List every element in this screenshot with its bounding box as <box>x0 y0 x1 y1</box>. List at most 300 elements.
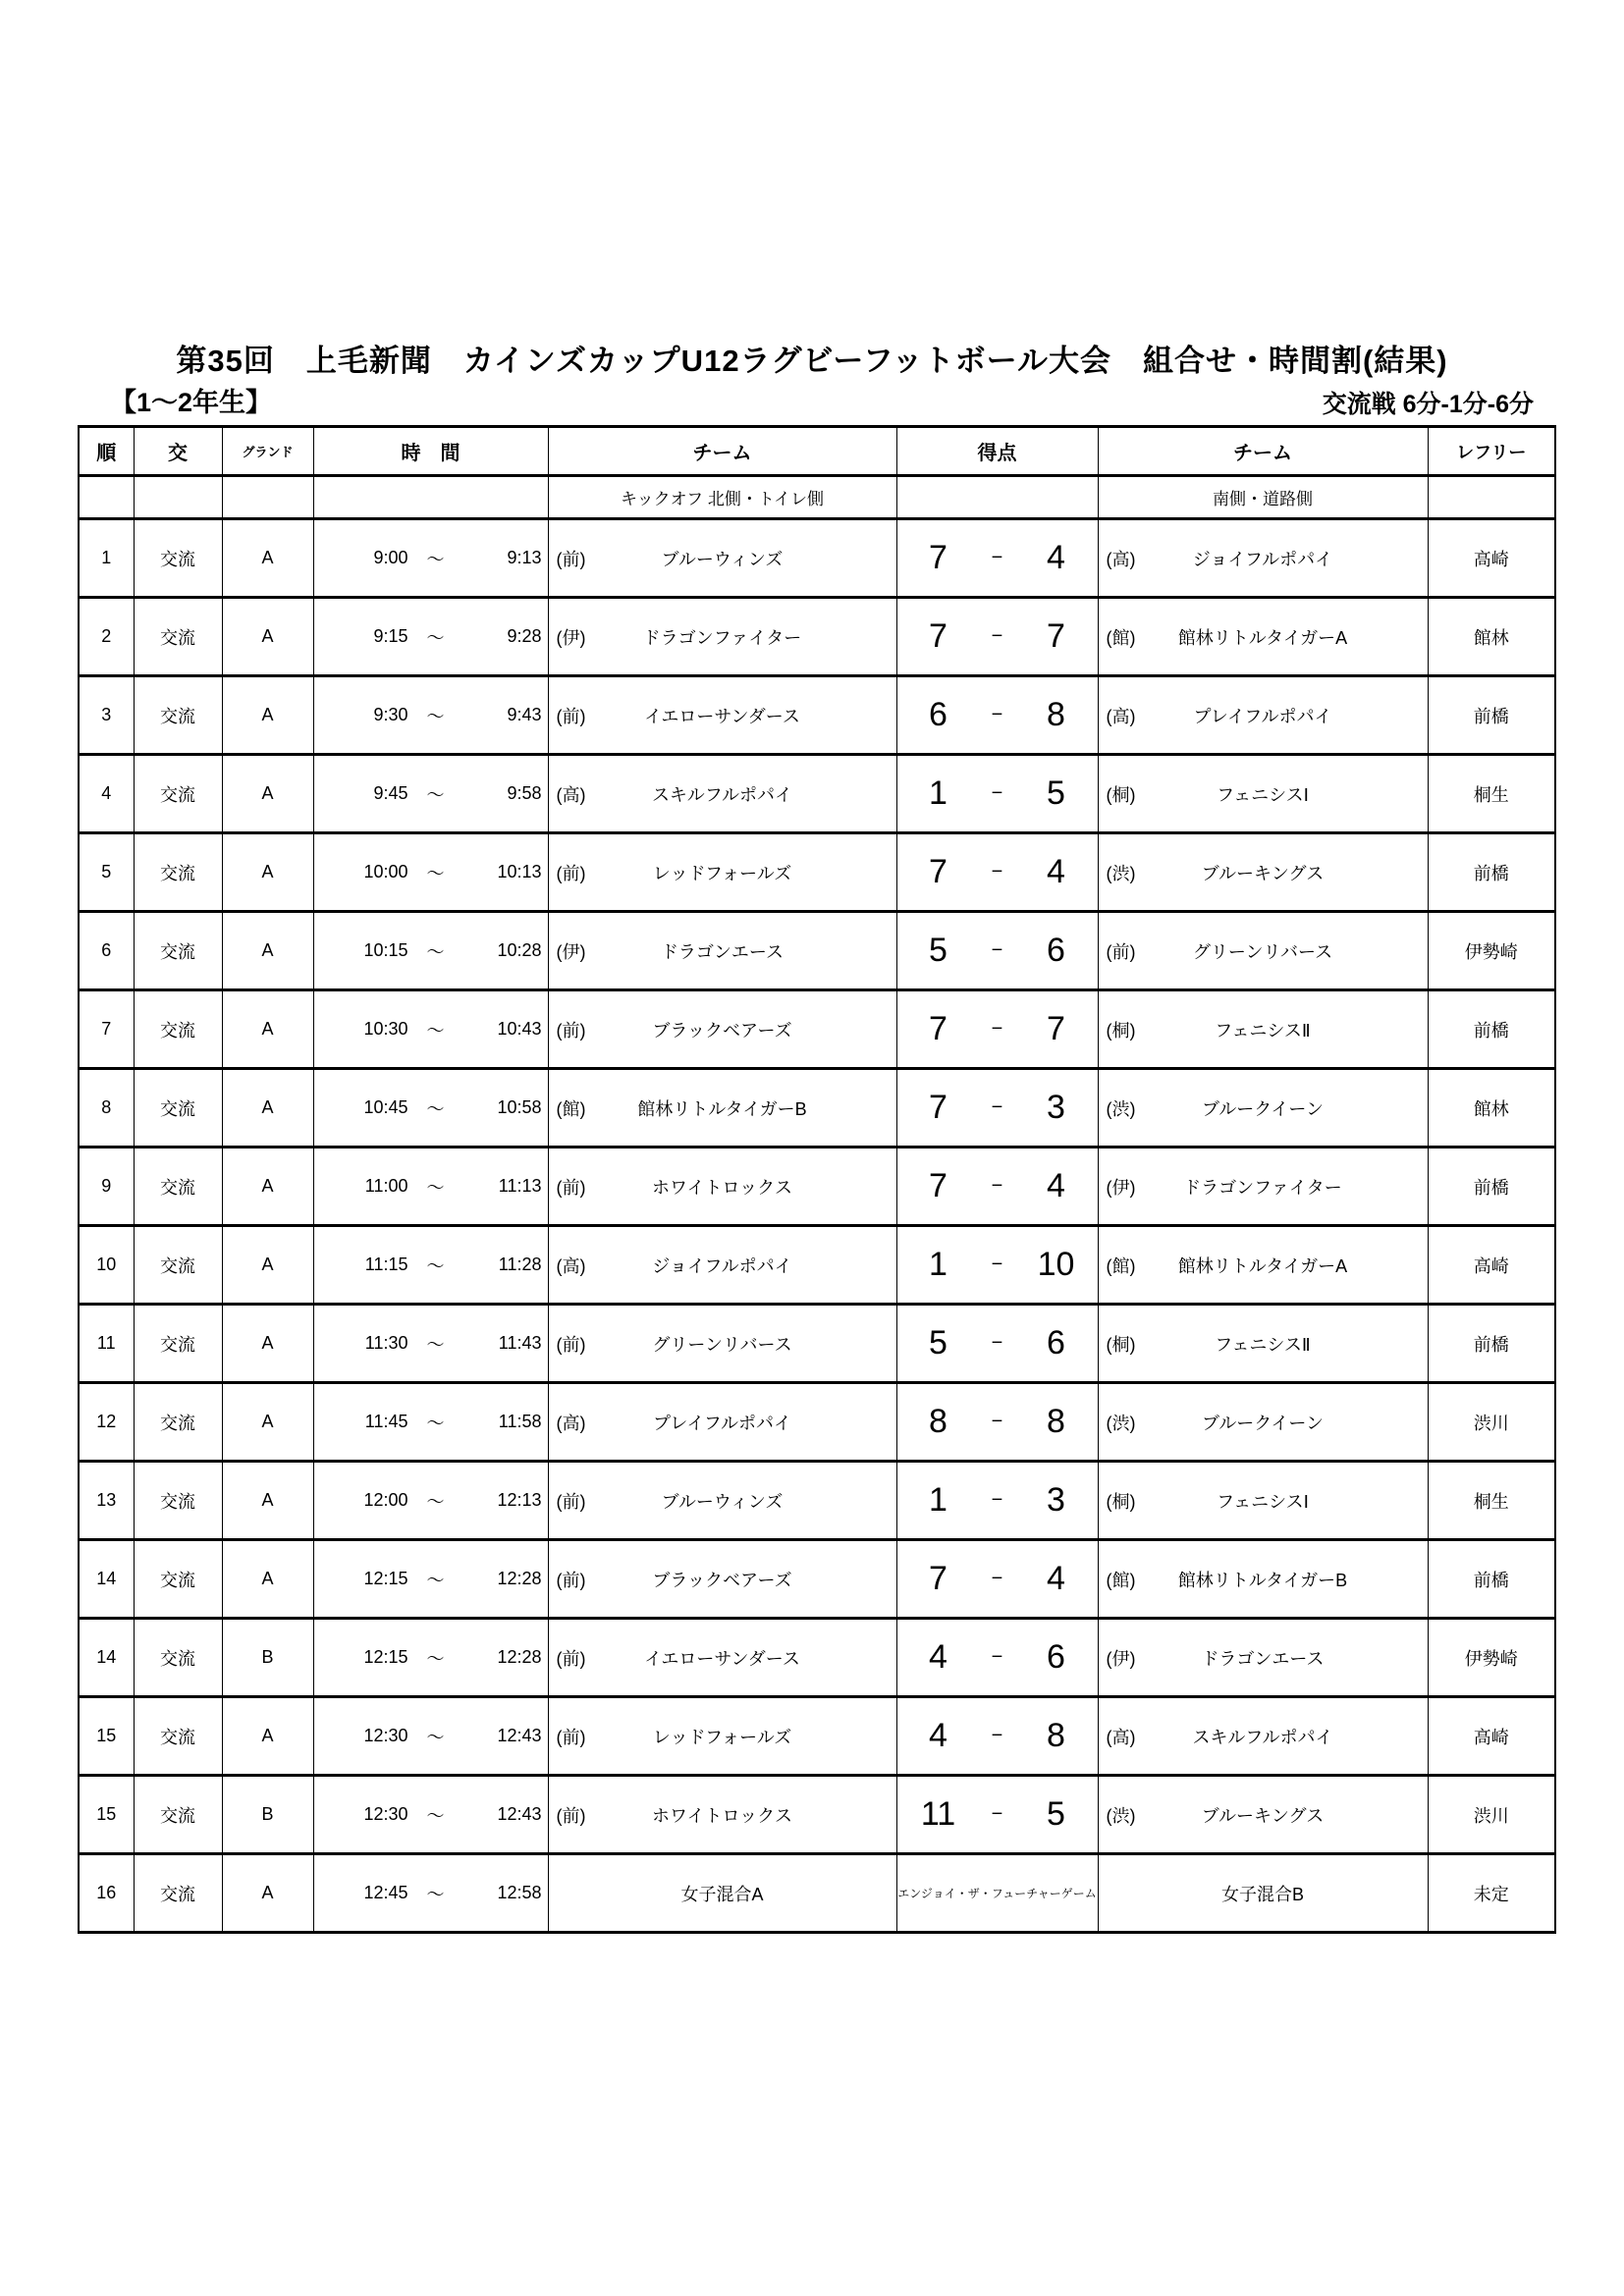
score-left: 5 <box>929 932 947 969</box>
team-right-name: フェニシスⅠ <box>1217 784 1309 805</box>
time-separator: ～ <box>426 1805 445 1826</box>
ground: B <box>222 1619 313 1697</box>
team-left-venue: (前) <box>556 1491 586 1512</box>
match-row <box>79 990 1555 1069</box>
time-separator: ～ <box>426 549 445 569</box>
score-cell <box>896 1697 1098 1776</box>
start-time: 10:15 <box>363 940 408 960</box>
score-right: 10 <box>1037 1246 1075 1283</box>
match-number: 1 <box>79 519 134 598</box>
score-note <box>897 677 1098 753</box>
start-time: 9:30 <box>373 705 408 724</box>
team-left-cell <box>548 1854 896 1933</box>
match-type: 交流 <box>134 598 222 676</box>
time-separator: ～ <box>426 627 445 648</box>
score-cell <box>896 833 1098 912</box>
team-left-cell <box>548 833 896 912</box>
team-right-venue: (渋) <box>1106 863 1136 883</box>
subheader-empty <box>313 476 548 519</box>
score-cell <box>896 1462 1098 1540</box>
end-time: 10:58 <box>497 1097 542 1117</box>
match-number: 14 <box>79 1619 134 1697</box>
team-left-name: 女子混合A <box>680 1884 764 1904</box>
time-separator: ～ <box>426 863 445 883</box>
score-dash: − <box>991 861 1003 882</box>
team-left-cell <box>548 990 896 1069</box>
ground: A <box>222 1148 313 1226</box>
match-row <box>79 1305 1555 1383</box>
time-separator: ～ <box>426 1727 445 1747</box>
team-right-cell <box>1098 912 1428 990</box>
match-row <box>79 755 1555 833</box>
score-cell <box>896 755 1098 833</box>
team-right-cell <box>1098 755 1428 833</box>
ground: A <box>222 1069 313 1148</box>
start-time: 9:15 <box>373 626 408 646</box>
team-right-name: ブルーキングス <box>1201 1805 1325 1826</box>
time-cell <box>313 1069 548 1148</box>
score-note <box>897 913 1098 988</box>
ground: A <box>222 1383 313 1462</box>
match-row <box>79 833 1555 912</box>
start-time: 10:00 <box>363 862 408 881</box>
match-type: 交流 <box>134 1462 222 1540</box>
team-left-name: ブルーウィンズ <box>661 1491 784 1512</box>
time-cell <box>313 912 548 990</box>
ground: A <box>222 519 313 598</box>
team-left-cell <box>548 912 896 990</box>
score-right: 5 <box>1047 1795 1065 1833</box>
end-time: 9:58 <box>507 783 542 803</box>
team-left-venue: (前) <box>556 549 586 569</box>
referee: 未定 <box>1428 1854 1555 1933</box>
referee: 高崎 <box>1428 1226 1555 1305</box>
team-left-name: ブラックベアーズ <box>652 1570 792 1590</box>
match-type: 交流 <box>134 1540 222 1619</box>
end-time: 11:13 <box>498 1176 542 1196</box>
team-right-cell <box>1098 1462 1428 1540</box>
score-cell <box>896 1226 1098 1305</box>
team-left-cell <box>548 1305 896 1383</box>
match-row <box>79 1854 1555 1933</box>
score-dash: − <box>991 1803 1003 1825</box>
score-cell <box>896 1148 1098 1226</box>
team-left-cell <box>548 1069 896 1148</box>
score-right: 8 <box>1047 696 1065 733</box>
score-dash: − <box>991 1175 1003 1197</box>
score-cell <box>896 598 1098 676</box>
score-dash: − <box>991 625 1003 647</box>
score-note <box>897 1541 1098 1617</box>
team-left-name: イエローサンダース <box>644 1648 800 1669</box>
score-cell <box>896 1305 1098 1383</box>
time-separator: ～ <box>426 784 445 805</box>
team-right-name: ドラゴンファイター <box>1183 1177 1342 1198</box>
team-left-venue: (前) <box>556 1570 586 1590</box>
end-time: 12:13 <box>497 1490 542 1510</box>
score-note <box>897 991 1098 1067</box>
team-left-venue: (伊) <box>556 627 586 648</box>
time-cell <box>313 1383 548 1462</box>
match-row <box>79 1226 1555 1305</box>
score-note <box>897 756 1098 831</box>
match-number: 11 <box>79 1305 134 1383</box>
time-cell <box>313 1697 548 1776</box>
referee: 前橋 <box>1428 1305 1555 1383</box>
ground: A <box>222 1305 313 1383</box>
results-table <box>78 425 1556 1934</box>
team-left-name: スキルフルポパイ <box>651 784 793 805</box>
team-right-venue: (渋) <box>1106 1098 1136 1119</box>
subheader-kickoff-north: キックオフ 北側・トイレ側 <box>548 476 896 519</box>
team-right-name: ジョイフルポパイ <box>1192 549 1333 569</box>
team-right-cell <box>1098 598 1428 676</box>
score-cell <box>896 1619 1098 1697</box>
page-title: 第35回 上毛新聞 カインズカップU12ラグビーフットボール大会 組合せ・時間割(結果) <box>176 344 1448 378</box>
score-cell <box>896 1540 1098 1619</box>
end-time: 11:28 <box>498 1255 542 1274</box>
ground: A <box>222 1854 313 1933</box>
score-left: 8 <box>929 1403 947 1440</box>
team-right-cell <box>1098 1540 1428 1619</box>
team-left-name: 館林リトルタイガーB <box>637 1098 807 1119</box>
score-left: 7 <box>929 539 947 576</box>
subheader-empty <box>222 476 313 519</box>
team-right-name: プレイフルポパイ <box>1193 706 1332 726</box>
team-right-venue: (伊) <box>1106 1648 1136 1669</box>
time-separator: ～ <box>426 1491 445 1512</box>
score-left: 4 <box>929 1717 947 1754</box>
team-right-cell <box>1098 1226 1428 1305</box>
score-right: 3 <box>1047 1089 1065 1126</box>
team-right-venue: (高) <box>1106 549 1136 569</box>
score-left: 1 <box>929 774 947 812</box>
team-right-name: スキルフルポパイ <box>1192 1727 1333 1747</box>
team-right-cell <box>1098 1383 1428 1462</box>
time-cell <box>313 990 548 1069</box>
start-time: 11:45 <box>364 1412 408 1431</box>
score-dash: − <box>991 1646 1003 1668</box>
match-format-label: 交流戦 6分-1分-6分 <box>1322 391 1534 418</box>
match-number: 7 <box>79 990 134 1069</box>
match-type: 交流 <box>134 1383 222 1462</box>
end-time: 11:58 <box>498 1412 542 1431</box>
referee: 前橋 <box>1428 833 1555 912</box>
referee: 前橋 <box>1428 990 1555 1069</box>
score-cell <box>896 519 1098 598</box>
score-right: 8 <box>1047 1403 1065 1440</box>
team-left-name: ホワイトロックス <box>652 1177 792 1198</box>
score-cell <box>896 1854 1098 1933</box>
team-right-cell <box>1098 1854 1428 1933</box>
ground: A <box>222 755 313 833</box>
team-left-name: ブルーウィンズ <box>661 549 784 569</box>
match-number: 8 <box>79 1069 134 1148</box>
team-right-cell <box>1098 833 1428 912</box>
team-left-cell <box>548 519 896 598</box>
team-right-cell <box>1098 676 1428 755</box>
score-dash: − <box>991 1489 1003 1511</box>
referee: 前橋 <box>1428 1540 1555 1619</box>
team-right-cell <box>1098 990 1428 1069</box>
team-left-cell <box>548 1540 896 1619</box>
start-time: 12:15 <box>363 1647 408 1667</box>
time-cell <box>313 1854 548 1933</box>
score-note <box>897 1306 1098 1381</box>
team-right-name: フェニシスⅠ <box>1217 1491 1309 1512</box>
subheader-empty <box>896 476 1098 519</box>
score-right: 3 <box>1047 1481 1065 1519</box>
team-left-venue: (前) <box>556 1334 586 1355</box>
match-type: 交流 <box>134 676 222 755</box>
score-right: 4 <box>1047 1560 1065 1597</box>
end-time: 12:43 <box>497 1804 542 1824</box>
score-left: 1 <box>929 1246 947 1283</box>
match-number: 4 <box>79 755 134 833</box>
end-time: 9:43 <box>507 705 542 724</box>
end-time: 9:13 <box>507 548 542 567</box>
referee: 桐生 <box>1428 1462 1555 1540</box>
referee: 前橋 <box>1428 1148 1555 1226</box>
team-left-venue: (伊) <box>556 941 586 962</box>
team-left-name: グリーンリバース <box>652 1334 792 1355</box>
referee: 前橋 <box>1428 676 1555 755</box>
referee: 渋川 <box>1428 1383 1555 1462</box>
time-cell <box>313 598 548 676</box>
team-right-venue: (桐) <box>1106 1491 1136 1512</box>
score-cell <box>896 990 1098 1069</box>
match-row <box>79 1776 1555 1854</box>
referee: 桐生 <box>1428 755 1555 833</box>
end-time: 10:43 <box>497 1019 542 1039</box>
team-right-name: 館林リトルタイガーB <box>1177 1570 1348 1590</box>
score-right: 6 <box>1047 1638 1065 1676</box>
team-right-venue: (館) <box>1106 627 1136 648</box>
start-time: 12:45 <box>363 1883 408 1902</box>
score-note <box>897 1070 1098 1146</box>
match-row <box>79 1462 1555 1540</box>
team-right-venue: (伊) <box>1106 1177 1136 1198</box>
end-time: 12:43 <box>497 1726 542 1745</box>
time-cell <box>313 1226 548 1305</box>
match-number: 5 <box>79 833 134 912</box>
header-ground: グランド <box>222 427 313 476</box>
end-time: 12:28 <box>497 1569 542 1588</box>
match-row <box>79 676 1555 755</box>
score-right: 7 <box>1047 617 1065 655</box>
team-right-cell <box>1098 1619 1428 1697</box>
ground: A <box>222 1697 313 1776</box>
team-left-name: ホワイトロックス <box>652 1805 792 1826</box>
team-left-cell <box>548 1619 896 1697</box>
score-left: 7 <box>929 1010 947 1047</box>
team-left-venue: (高) <box>556 784 586 805</box>
match-number: 10 <box>79 1226 134 1305</box>
score-dash: − <box>991 939 1003 961</box>
start-time: 9:00 <box>373 548 408 567</box>
score-right: 7 <box>1047 1010 1065 1047</box>
start-time: 12:30 <box>363 1726 408 1745</box>
match-number: 6 <box>79 912 134 990</box>
start-time: 10:30 <box>363 1019 408 1039</box>
score-dash: − <box>991 704 1003 725</box>
score-dash: − <box>991 1568 1003 1589</box>
header-referee: レフリー <box>1428 427 1555 476</box>
score-right: 5 <box>1047 774 1065 812</box>
score-left: 7 <box>929 617 947 655</box>
score-note <box>897 834 1098 910</box>
end-time: 9:28 <box>507 626 542 646</box>
team-left-name: ブラックベアーズ <box>652 1020 792 1041</box>
ground: A <box>222 598 313 676</box>
referee: 高崎 <box>1428 519 1555 598</box>
team-right-venue: (桐) <box>1106 1334 1136 1355</box>
team-right-venue: (高) <box>1106 1727 1136 1747</box>
team-right-name: フェニシスⅡ <box>1215 1334 1311 1355</box>
team-right-name: 女子混合B <box>1220 1884 1304 1904</box>
match-type: 交流 <box>134 1697 222 1776</box>
header-no: 順 <box>79 427 134 476</box>
score-cell <box>896 1776 1098 1854</box>
team-left-venue: (高) <box>556 1413 586 1433</box>
time-separator: ～ <box>426 1334 445 1355</box>
match-number: 3 <box>79 676 134 755</box>
match-row <box>79 1383 1555 1462</box>
end-time: 12:28 <box>497 1647 542 1667</box>
table-header-row <box>79 427 1555 476</box>
team-left-venue: (前) <box>556 706 586 726</box>
time-separator: ～ <box>426 1020 445 1041</box>
match-number: 12 <box>79 1383 134 1462</box>
match-number: 2 <box>79 598 134 676</box>
team-left-name: ドラゴンファイター <box>642 627 802 648</box>
score-note <box>897 520 1098 596</box>
team-right-venue: (高) <box>1106 706 1136 726</box>
team-right-cell <box>1098 1148 1428 1226</box>
ground: A <box>222 1226 313 1305</box>
score-left: 7 <box>929 853 947 890</box>
table-subheader-row <box>79 476 1555 519</box>
ground: A <box>222 833 313 912</box>
time-separator: ～ <box>426 1177 445 1198</box>
team-right-name: ブルーキングス <box>1201 863 1325 883</box>
match-row <box>79 598 1555 676</box>
time-separator: ～ <box>426 941 445 962</box>
time-separator: ～ <box>426 1884 445 1904</box>
match-type: 交流 <box>134 755 222 833</box>
match-row <box>79 1697 1555 1776</box>
team-right-venue: (館) <box>1106 1570 1136 1590</box>
results-body <box>79 427 1555 1933</box>
match-number: 15 <box>79 1776 134 1854</box>
team-left-cell <box>548 1462 896 1540</box>
match-row <box>79 519 1555 598</box>
team-left-venue: (館) <box>556 1098 586 1119</box>
team-left-venue: (前) <box>556 1020 586 1041</box>
score-right: 8 <box>1047 1717 1065 1754</box>
team-left-venue: (高) <box>556 1255 586 1276</box>
match-number: 16 <box>79 1854 134 1933</box>
score-dash: − <box>991 1018 1003 1040</box>
time-separator: ～ <box>426 1255 445 1276</box>
score-cell <box>896 1069 1098 1148</box>
ground: A <box>222 990 313 1069</box>
score-note <box>897 599 1098 674</box>
score-left: 6 <box>929 696 947 733</box>
team-left-cell <box>548 1148 896 1226</box>
score-left: 7 <box>929 1560 947 1597</box>
end-time: 11:43 <box>498 1333 542 1353</box>
end-time: 10:13 <box>497 862 542 881</box>
team-right-cell <box>1098 1305 1428 1383</box>
start-time: 10:45 <box>363 1097 408 1117</box>
score-right: 4 <box>1047 539 1065 576</box>
time-cell <box>313 833 548 912</box>
score-dash: − <box>991 1332 1003 1354</box>
end-time: 10:28 <box>497 940 542 960</box>
start-time: 9:45 <box>373 783 408 803</box>
match-number: 9 <box>79 1148 134 1226</box>
referee: 伊勢崎 <box>1428 1619 1555 1697</box>
match-row <box>79 912 1555 990</box>
score-right: 6 <box>1047 932 1065 969</box>
time-cell <box>313 1776 548 1854</box>
score-right: 6 <box>1047 1324 1065 1362</box>
team-left-cell <box>548 1226 896 1305</box>
team-left-cell <box>548 1383 896 1462</box>
time-separator: ～ <box>426 1098 445 1119</box>
grade-label: 【1～2年生】 <box>110 388 273 417</box>
team-left-name: ジョイフルポパイ <box>652 1255 792 1276</box>
team-left-venue: (前) <box>556 863 586 883</box>
score-note <box>897 1463 1098 1538</box>
time-cell <box>313 1619 548 1697</box>
team-right-venue: (館) <box>1106 1255 1136 1276</box>
team-right-venue: (前) <box>1106 941 1136 962</box>
team-right-venue: (渋) <box>1106 1805 1136 1826</box>
team-right-cell <box>1098 1697 1428 1776</box>
score-note <box>897 1384 1098 1460</box>
time-separator: ～ <box>426 1648 445 1669</box>
subheader-empty <box>134 476 222 519</box>
score-left: 7 <box>929 1089 947 1126</box>
team-right-name: 館林リトルタイガーA <box>1177 627 1348 648</box>
time-separator: ～ <box>426 706 445 726</box>
team-right-name: ブルークイーン <box>1201 1098 1325 1119</box>
score-note: エンジョイ・ザ・フューチャーゲーム <box>897 1887 1097 1900</box>
team-left-cell <box>548 1697 896 1776</box>
score-right: 4 <box>1047 853 1065 890</box>
match-row <box>79 1148 1555 1226</box>
match-type: 交流 <box>134 1854 222 1933</box>
score-dash: − <box>991 1725 1003 1746</box>
referee: 伊勢崎 <box>1428 912 1555 990</box>
match-type: 交流 <box>134 1776 222 1854</box>
match-type: 交流 <box>134 990 222 1069</box>
team-left-cell <box>548 1776 896 1854</box>
score-dash: − <box>991 1254 1003 1275</box>
ground: A <box>222 676 313 755</box>
header-team-left: チーム <box>548 427 896 476</box>
score-right: 4 <box>1047 1167 1065 1204</box>
match-type: 交流 <box>134 519 222 598</box>
ground: A <box>222 1462 313 1540</box>
team-left-cell <box>548 755 896 833</box>
team-left-venue: (前) <box>556 1727 586 1747</box>
match-type: 交流 <box>134 1305 222 1383</box>
ground: A <box>222 1540 313 1619</box>
team-right-name: ドラゴンエース <box>1201 1648 1325 1669</box>
